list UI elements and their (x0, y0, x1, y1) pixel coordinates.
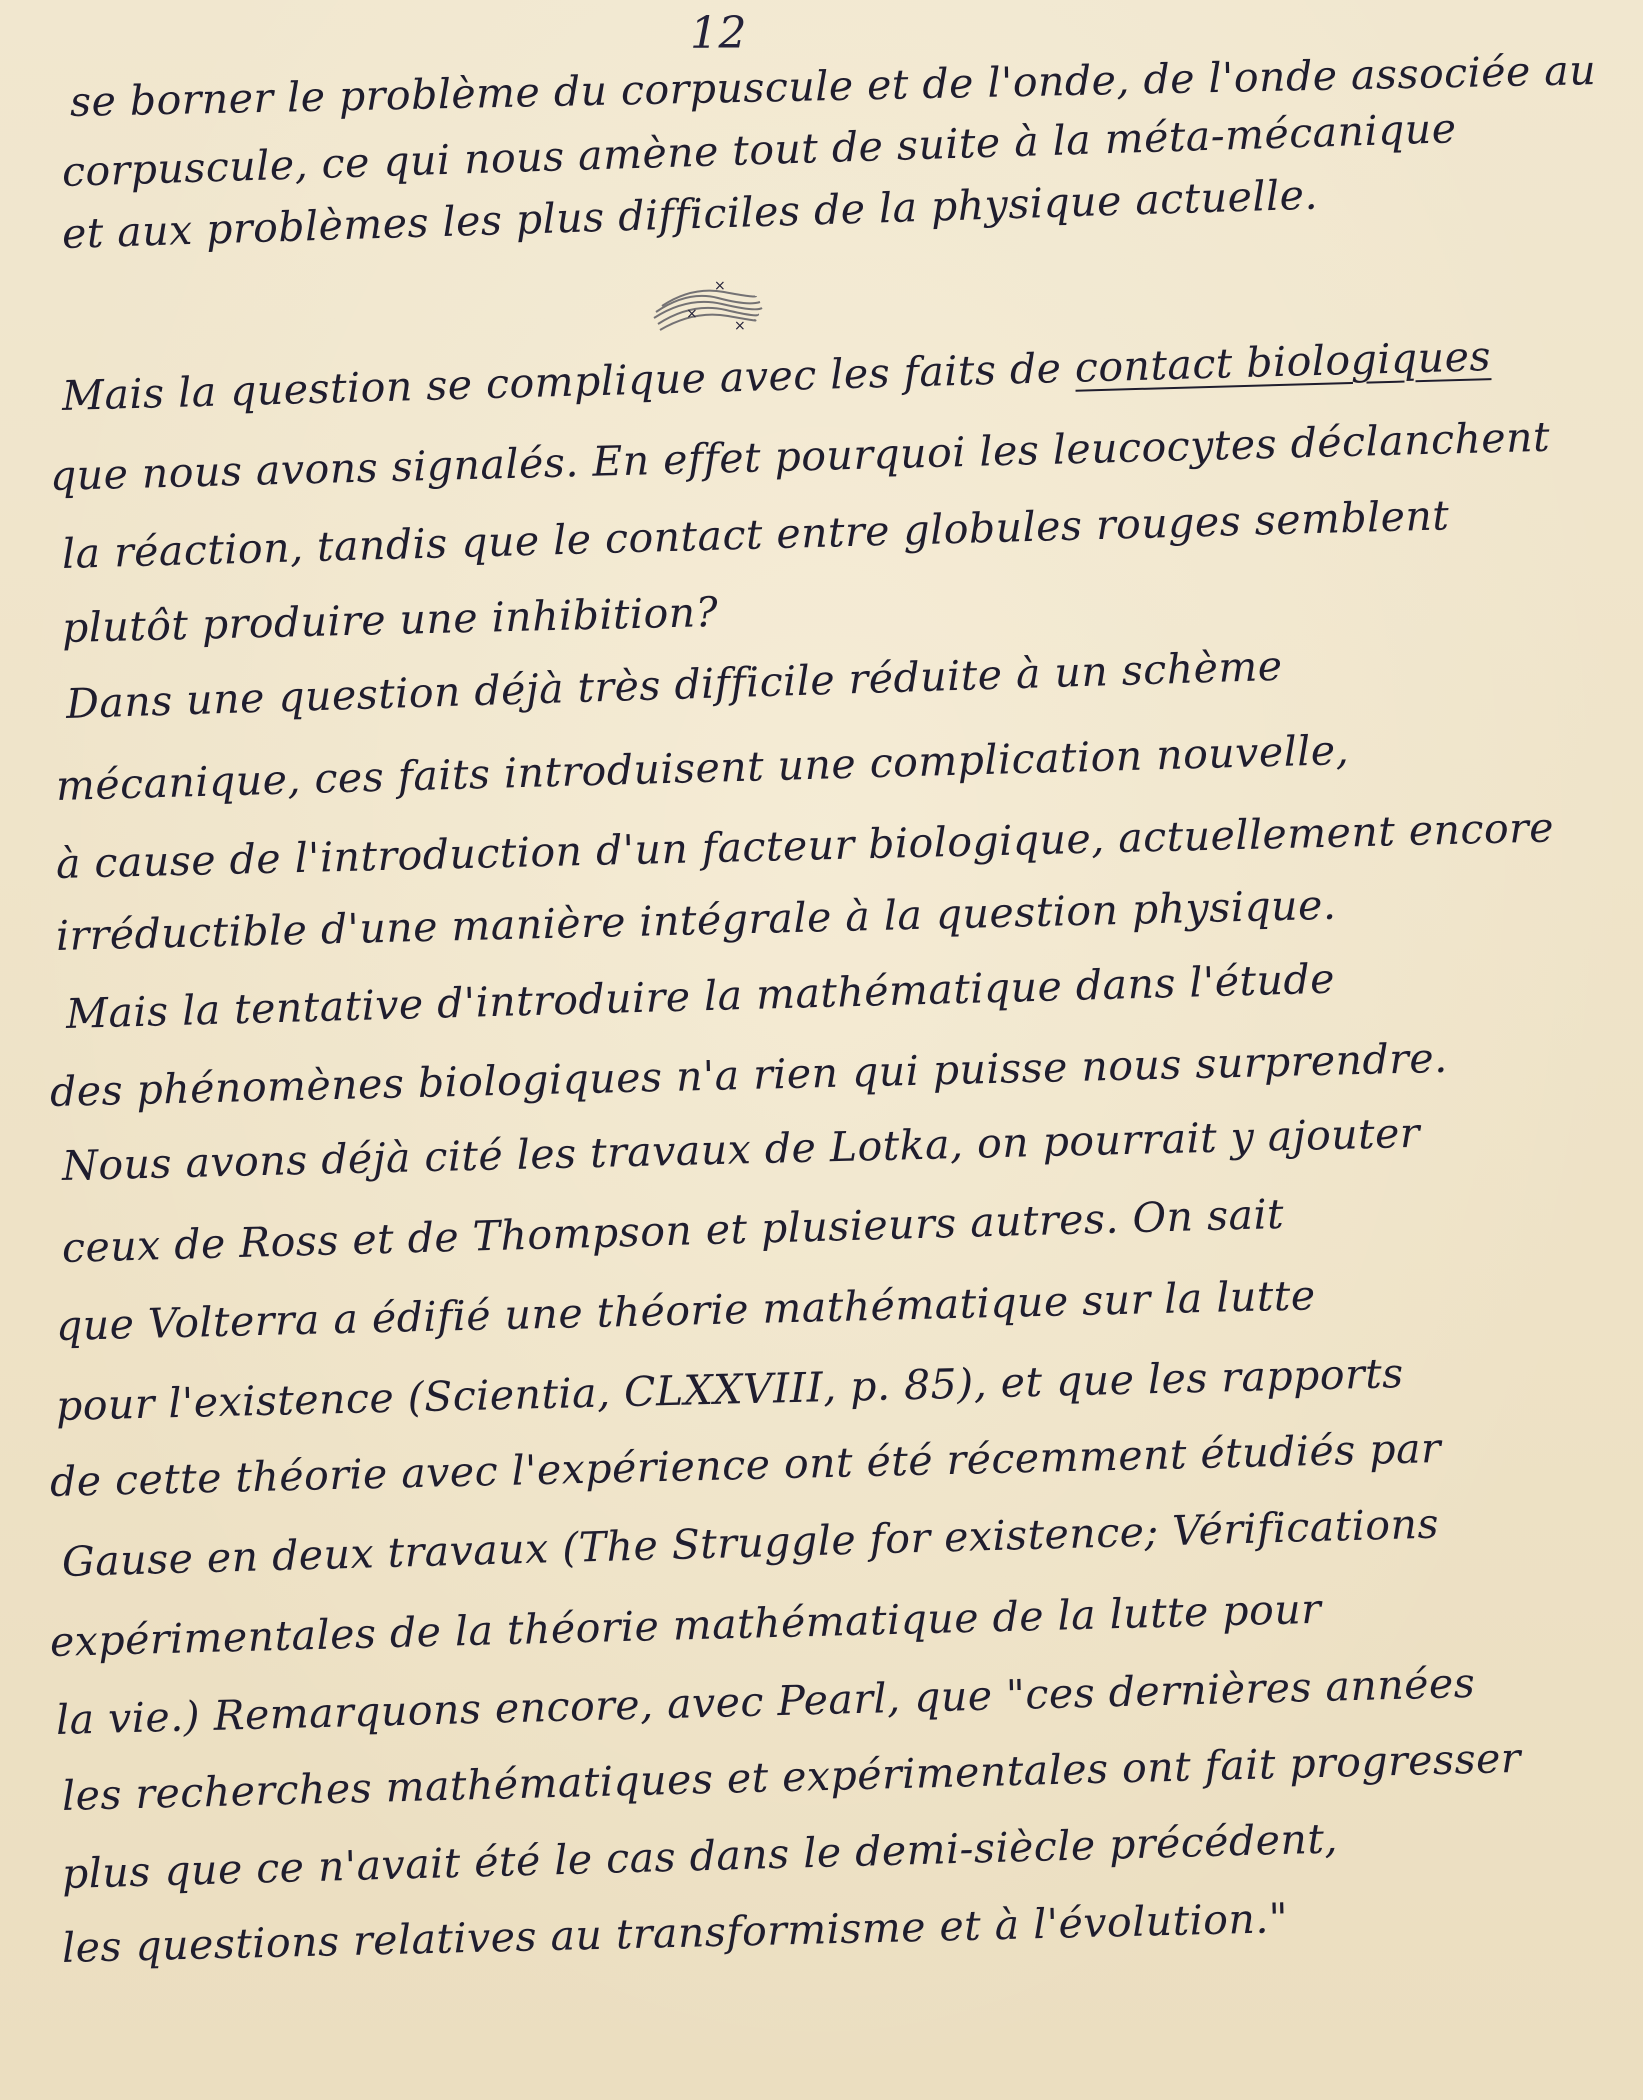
text-line: irréductible d'une manière intégrale à la question physique. (55, 880, 1337, 960)
text-segment: Mais la question se complique avec les faits de (61, 343, 1076, 420)
text-line: mécanique, ces faits introduisent une complication nouvelle, (55, 725, 1350, 810)
text-line: à cause de l'introduction d'un facteur biologique, actuellement encore (55, 803, 1555, 888)
underlined-phrase: contact biologiques (1074, 332, 1492, 392)
text-line: des phénomènes biologiques n'a rien qui puisse nous surprendre. (49, 1033, 1449, 1116)
text-line: de cette théorie avec l'expérience ont été récemment étudiés par (49, 1424, 1442, 1506)
text-line: pour l'existence (Scientia, CLXXVIII, p. 85), et que les rapports (55, 1349, 1405, 1430)
text-line: Mais la tentative d'introduire la mathématique dans l'étude (65, 954, 1336, 1038)
text-line: ceux de Ross et de Thompson et plusieurs autres. On sait (61, 1189, 1285, 1272)
text-line: que nous avons signalés. En effet pourquoi les leucocytes déclanchent (49, 412, 1551, 500)
separator-mark (648, 272, 768, 342)
text-line: la réaction, tandis que le contact entre globules rouges semblent (61, 491, 1450, 578)
text-line: et aux problèmes les plus difficiles de la physique actuelle. (61, 170, 1319, 258)
text-line: que Volterra a édifié une théorie mathématique sur la lutte (55, 1271, 1317, 1350)
text-line: la vie.) Remarquons encore, avec Pearl, que "ces dernières années (55, 1658, 1476, 1744)
text-line: se borner le problème du corpuscule et de l'onde, de l'onde associée au (69, 46, 1597, 126)
separator-x: × (686, 306, 698, 322)
text-line: plus que ce n'avait été le cas dans le demi-siècle précédent, (61, 1814, 1339, 1898)
text-line: les recherches mathématiques et expérimentales ont fait progresser (61, 1733, 1522, 1820)
page-number: 12 (690, 8, 747, 59)
text-line: les questions relatives au transformisme et à l'évolution." (61, 1894, 1289, 1972)
separator-x: × (714, 278, 726, 294)
separator-x: × (734, 318, 746, 334)
text-line: Dans une question déjà très difficile réduite à un schème (65, 641, 1284, 728)
text-line: Nous avons déjà cité les travaux de Lotka, on pourrait y ajouter (61, 1108, 1421, 1190)
text-line: Gause en deux travaux (The Struggle for existence; Vérifications (61, 1499, 1440, 1586)
text-line: plutôt produire une inhibition? (61, 587, 719, 652)
text-line: corpuscule, ce qui nous amène tout de suite à la méta-mécanique (61, 104, 1458, 196)
text-line (61, 332, 1491, 420)
text-line: expérimentales de la théorie mathématique de la lutte pour (49, 1584, 1322, 1666)
